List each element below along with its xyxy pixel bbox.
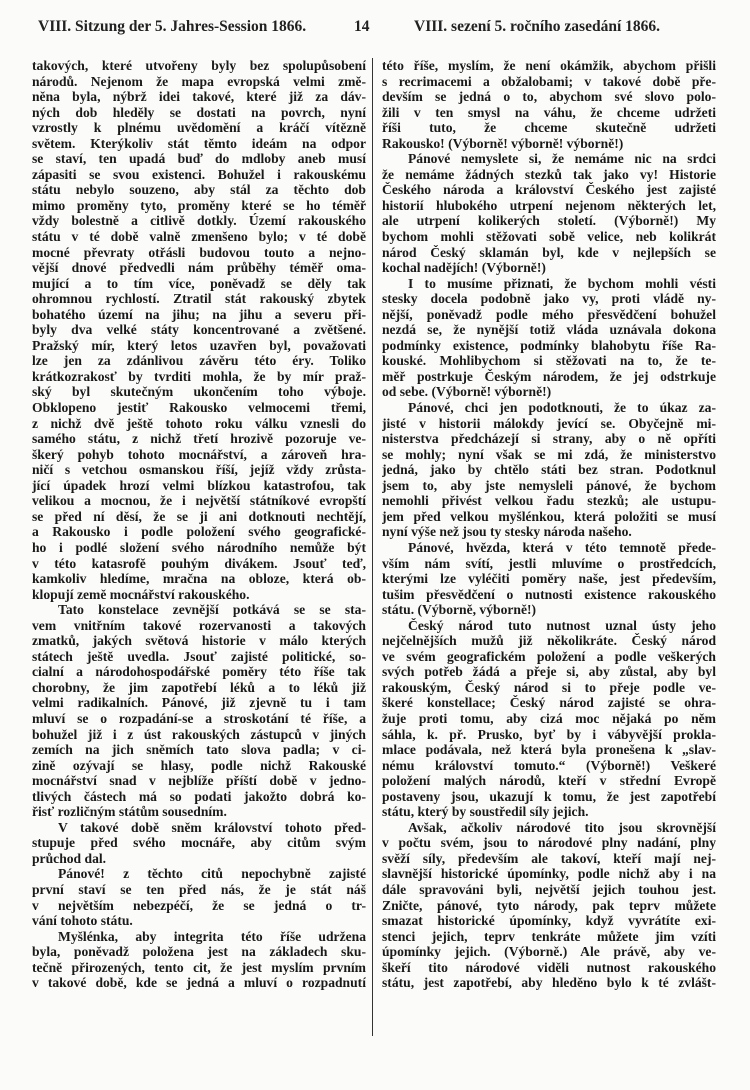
text-line: národ Český sklamán byl, kde v nejlepších se: [382, 244, 716, 260]
text-line: klopují země mocnářství rakouského.: [32, 586, 250, 602]
text-line: jedná, jako by chtělo státi bez stran. Podotknul: [382, 462, 716, 478]
text-line: vem vnitřním takové rozervanosti a takových: [32, 617, 366, 633]
text-line: v takové době, kde se jedná a mluví o rozpadnutí: [32, 975, 366, 991]
text-line: této říše, myslím, že není okámžik, abychom přišli: [382, 58, 716, 73]
text-line: škeré konstellace; Český národ zajisté se ohra-: [382, 695, 716, 711]
text-line: jisté v historii málokdy jevící se. Obyčejně mi-: [382, 415, 716, 431]
text-line: devším se jedná o to, abychom své slovo polo-: [382, 89, 716, 105]
text-line: byla, poněvadž položena jest na základech sku-: [32, 944, 366, 960]
text-line: žuje proti tomu, aby cizá moc nějaká po něm: [382, 710, 716, 726]
text-line: Pánové, chci jen podotknouti, že to úkaz za-: [408, 400, 716, 416]
text-line: stesky docela podobně jako vy, proti vládě ny-: [382, 291, 716, 307]
text-line: říši tuto, že chceme skutečně udržeti: [382, 120, 716, 136]
text-line: samého státu, z nichž třetí hrozivě pozoruje ve-: [32, 431, 366, 447]
text-line: nyní výše než jsou ty stesky národa našeho.: [382, 524, 632, 540]
text-line: Pánové nemyslete si, že nemáme nic na srdci: [408, 151, 716, 167]
text-line: bychom mohli stěžovati sobě velice, neb kolikrát: [382, 229, 716, 245]
text-line: Myšlénka, aby integrita této říše udržena: [58, 928, 366, 944]
text-line: ale utrpení kolikerých století. (Výborně!) My: [382, 213, 716, 229]
text-line: vším nám svítí, jestli mluvíme o prostředcích,: [382, 555, 716, 571]
text-line: podmínky existence, podmínky blahobytu říše Ra-: [382, 337, 716, 353]
text-line: státu, který by soustředil síly jejich.: [382, 804, 589, 820]
header-german-title: VIII. Sitzung der 5. Jahres-Session 1866.: [38, 18, 307, 35]
text-line: v této katasrofě pouhým divákem. Jsouť teď,: [32, 555, 366, 571]
text-line: státech ještě uvedla. Jsouť zajisté politické, so-: [32, 648, 366, 664]
text-line: stenci jejich, teprv tenkráte můžete jim vzíti: [382, 928, 716, 944]
text-line: Pánové, hvězda, která v této temnotě přede-: [408, 539, 716, 555]
text-line: Českého národa a království Českého jest zajisté: [382, 182, 716, 198]
text-line: se mohly; nyní však se mi zdá, že ministerstvo: [382, 446, 716, 462]
text-line: státu v té době valně zmenšeno bylo; v té době: [32, 229, 366, 245]
text-line: státu. (Výborně, výborně!): [382, 602, 537, 618]
text-line: zině ozývají se hlasy, podle nichž Rakouské: [32, 757, 366, 773]
text-line: státu nebylo souzeno, aby stál za těchto dob: [32, 182, 366, 198]
text-line: tušim přesvědčení o nutnosti existence rakouského: [382, 586, 716, 602]
text-line: se staví, ten upadá buď do mdloby aneb musí: [32, 151, 366, 167]
text-line: nejčelnějších mužů již několikráte. Český národ: [382, 633, 716, 649]
text-line: úpomínky jejich. (Výborně.) Ale právě, aby ve-: [382, 944, 716, 960]
text-line: kochal nadějích! (Výborně!): [382, 260, 546, 276]
text-line: stupuje před svého mocnáře, aby citům svým: [32, 835, 366, 851]
text-line: mující a to tím více, poněvadž se děly tak: [32, 275, 366, 291]
text-line: Pražský mír, který letos uzavřen byl, považovati: [32, 337, 366, 353]
text-line: nezdá se, že nynější totiž vláda uznávala dokona: [382, 322, 716, 338]
text-line: v největším nebezpéčí, že se jedná o tr-: [32, 897, 366, 913]
text-line: se před ní děsí, že se ji ani dotknouti nechtějí,: [32, 508, 366, 524]
text-line: mlace podávala, než která byla pronešena k „slav-: [382, 742, 716, 758]
text-line: svých potřeb žádá a přeje si, aby zůstal, aby byl: [382, 664, 716, 680]
text-line: řisť rozličným státům sousedním.: [32, 804, 227, 820]
text-line: položení malých národů, kteří v střední Evropě: [382, 773, 716, 789]
text-line: škerý pohyb tohoto mocnářství, a zároveň hra-: [32, 446, 366, 462]
text-line: a Rakousko i podle položení svého geografické-: [32, 524, 366, 540]
running-header: [0, 18, 750, 40]
text-line: Obklopeno jestiť Rakousko velmocemi třemi,: [32, 400, 366, 416]
text-line: byly dva velké státy koncentrované a zvětšené.: [32, 322, 366, 338]
text-line: něna byla, nýbrž idei takové, které již za dáv-: [32, 89, 366, 105]
text-line: dále spravováni byli, největší jejich touhou jest.: [382, 881, 716, 897]
text-line: historií hlubokého utrpení nejenom některých let,: [382, 197, 716, 213]
text-line: jící úpadek hrozí velmi blízkou katastrofou, tak: [32, 477, 366, 493]
text-line: že nemáme žádných stezků tak jako vy! Historie: [382, 166, 716, 182]
text-line: svěží síly, především ale takoví, kteří mají nej-: [382, 850, 716, 866]
text-line: kterými lze vyléčiti poměry naše, jest především,: [382, 571, 716, 587]
text-line: mluví se o rozpadání-se a stroskotání té říše, a: [32, 710, 366, 726]
text-line: průchod dal.: [32, 850, 107, 866]
text-line: měř postrkuje Českým národem, že jej odstrkuje: [382, 368, 716, 384]
text-line: státu, jest zapotřebí, aby hleděno bylo k té zvlášt-: [382, 975, 716, 991]
text-line: vždy bolestně a citlivě dotkly. Území rakouského: [32, 213, 366, 229]
text-line: takových, které utvořeny byly bez spolupůsobení: [32, 58, 366, 73]
text-line: smazat historické úpomínky, když vyvrátíte exi-: [382, 913, 716, 929]
text-line: kamkoliv hledíme, mračna na obloze, která ob-: [32, 571, 366, 587]
text-line: škeří tito národové viděli nutnost rakouského: [382, 959, 716, 975]
text-line: Český národ tuto nutnost uznal ústy jeho: [408, 617, 716, 633]
text-line: světem. Kterýkoliv stát těmto ideám na odpor: [32, 135, 366, 151]
text-line: velmi radikalních. Pánové, již zjevně tu i tam: [32, 695, 366, 711]
text-line: Rakousko! (Výborně! výborně! výborně!): [382, 135, 624, 151]
page-number: 14: [354, 18, 370, 35]
text-line: kouské. Mohlibychom si stěžovati na to, že te-: [382, 353, 716, 369]
text-line: první staví se ten před nás, že je stát náš: [32, 881, 366, 897]
text-line: postaveny jsou, ukazují k tomu, že jest zapotřebí: [382, 788, 716, 804]
text-line: ných dob hleděly se dostati na povrch, nyní: [32, 104, 366, 120]
text-line: mocné převraty otřásli budovou touto a nejno-: [32, 244, 366, 260]
text-line: ský byl skutečným ukončením toho výboje.: [32, 384, 366, 400]
text-line: mocnářství snad v nejblíže příští době v jedno-: [32, 773, 366, 789]
text-line: jem před velkou myšlénkou, která položiti se musí: [382, 508, 716, 524]
text-line: velikou a mocnou, že i největší státníkové evropští: [32, 493, 366, 509]
text-line: z nichž dvě ještě tohoto roku válku vznesli do: [32, 415, 366, 431]
text-line: Avšak, ačkoliv národové tito jsou skrovnější: [408, 819, 716, 835]
text-line: lze jen za zdánlivou závěru této éry. Toliko: [32, 353, 366, 369]
text-line: cialní a národohospodářské poměry této říše tak: [32, 664, 366, 680]
text-line: vzrostly k plnému uvědomění a kráčí vítězně: [32, 120, 366, 136]
text-line: s recrimacemi a obžalobami; v takové době pře-: [382, 73, 716, 89]
text-line: nisterstva předcházejí si strany, aby o ně opříti: [382, 431, 716, 447]
text-line: rakouským, Český národ si to přeje podle ve-: [382, 679, 716, 695]
text-line: ho i podlé složení svého národního nemůže být: [32, 539, 366, 555]
text-line: tečně přirozených, tento cit, že jest myslím prvním: [32, 959, 366, 975]
text-line: I to musíme přiznati, že bychom mohli vésti: [408, 275, 716, 291]
text-line: zemích na jich sněmích tato slova padla; v ci-: [32, 742, 366, 758]
right-column: [382, 58, 716, 991]
text-line: chorobny, že jim zapotřebí léků a to léků již: [32, 679, 366, 695]
text-line: zápasiti se svou existenci. Bohužel i rakouskému: [32, 166, 366, 182]
text-line: v počtu svém, jsou to národové plny nadání, plny: [382, 835, 716, 851]
text-line: bohužel již i z úst rakouských zástupců v jiných: [32, 726, 366, 742]
text-line: ničí s vetchou osmanskou říší, jejíž vždy zrůsta-: [32, 462, 366, 478]
text-line: ve svém geografickém položení a podle veškerých: [382, 648, 716, 664]
text-line: žili v ten smysl na váhu, že chceme udržeti: [382, 104, 716, 120]
text-line: ohromnou rychlostí. Ztratil stát rakouský zbytek: [32, 291, 366, 307]
text-line: sáhla, k. př. Prusko, byť by i vábyvější prokla-: [382, 726, 716, 742]
text-line: národů. Nejenom že mapa evropská velmi změ-: [32, 73, 366, 89]
text-line: od sebe. (Výborně! výborně!): [382, 384, 552, 400]
text-line: mimo proměny tyto, proměny které se ho téměř: [32, 197, 366, 213]
text-line: zmatků, jakých světová historie v málo kterých: [32, 633, 366, 649]
text-line: nému království tomuto.“ (Výborně!) Veškeré: [382, 757, 716, 773]
text-line: vější dnové předvedli nám průběhy téměř oma-: [32, 260, 366, 276]
text-line: jsem to, aby jste nemysleli pánové, že bychom: [382, 477, 716, 493]
text-line: slavnější historické úpomínky, podle nichž aby i na: [382, 866, 716, 882]
column-divider: [372, 58, 373, 1036]
text-line: Zničte, pánové, tyto národy, pak teprv můžete: [382, 897, 716, 913]
text-line: bohatého území na jihu; na jihu a severu při-: [32, 306, 366, 322]
text-line: krátkozrakosť by tvrditi mohla, že by mír praž-: [32, 368, 366, 384]
text-line: V takové době sněm království tohoto před-: [58, 819, 366, 835]
left-column: [32, 58, 366, 991]
text-line: Tato konstelace zevnější potkává se se sta-: [58, 602, 366, 618]
text-line: tlivých částech má so podati jakožto dobrá ko-: [32, 788, 366, 804]
header-czech-title: VIII. sezení 5. ročního zasedání 1866.: [414, 18, 661, 35]
text-line: vání tohoto státu.: [32, 913, 133, 929]
text-line: Pánové! z těchto citů nepochybně zajisté: [58, 866, 366, 882]
text-line: nější, poněvadž podle mého přesvědčení bohužel: [382, 306, 716, 322]
text-line: nemohli přivést velkou řadu stezků; ale ustupu-: [382, 493, 716, 509]
